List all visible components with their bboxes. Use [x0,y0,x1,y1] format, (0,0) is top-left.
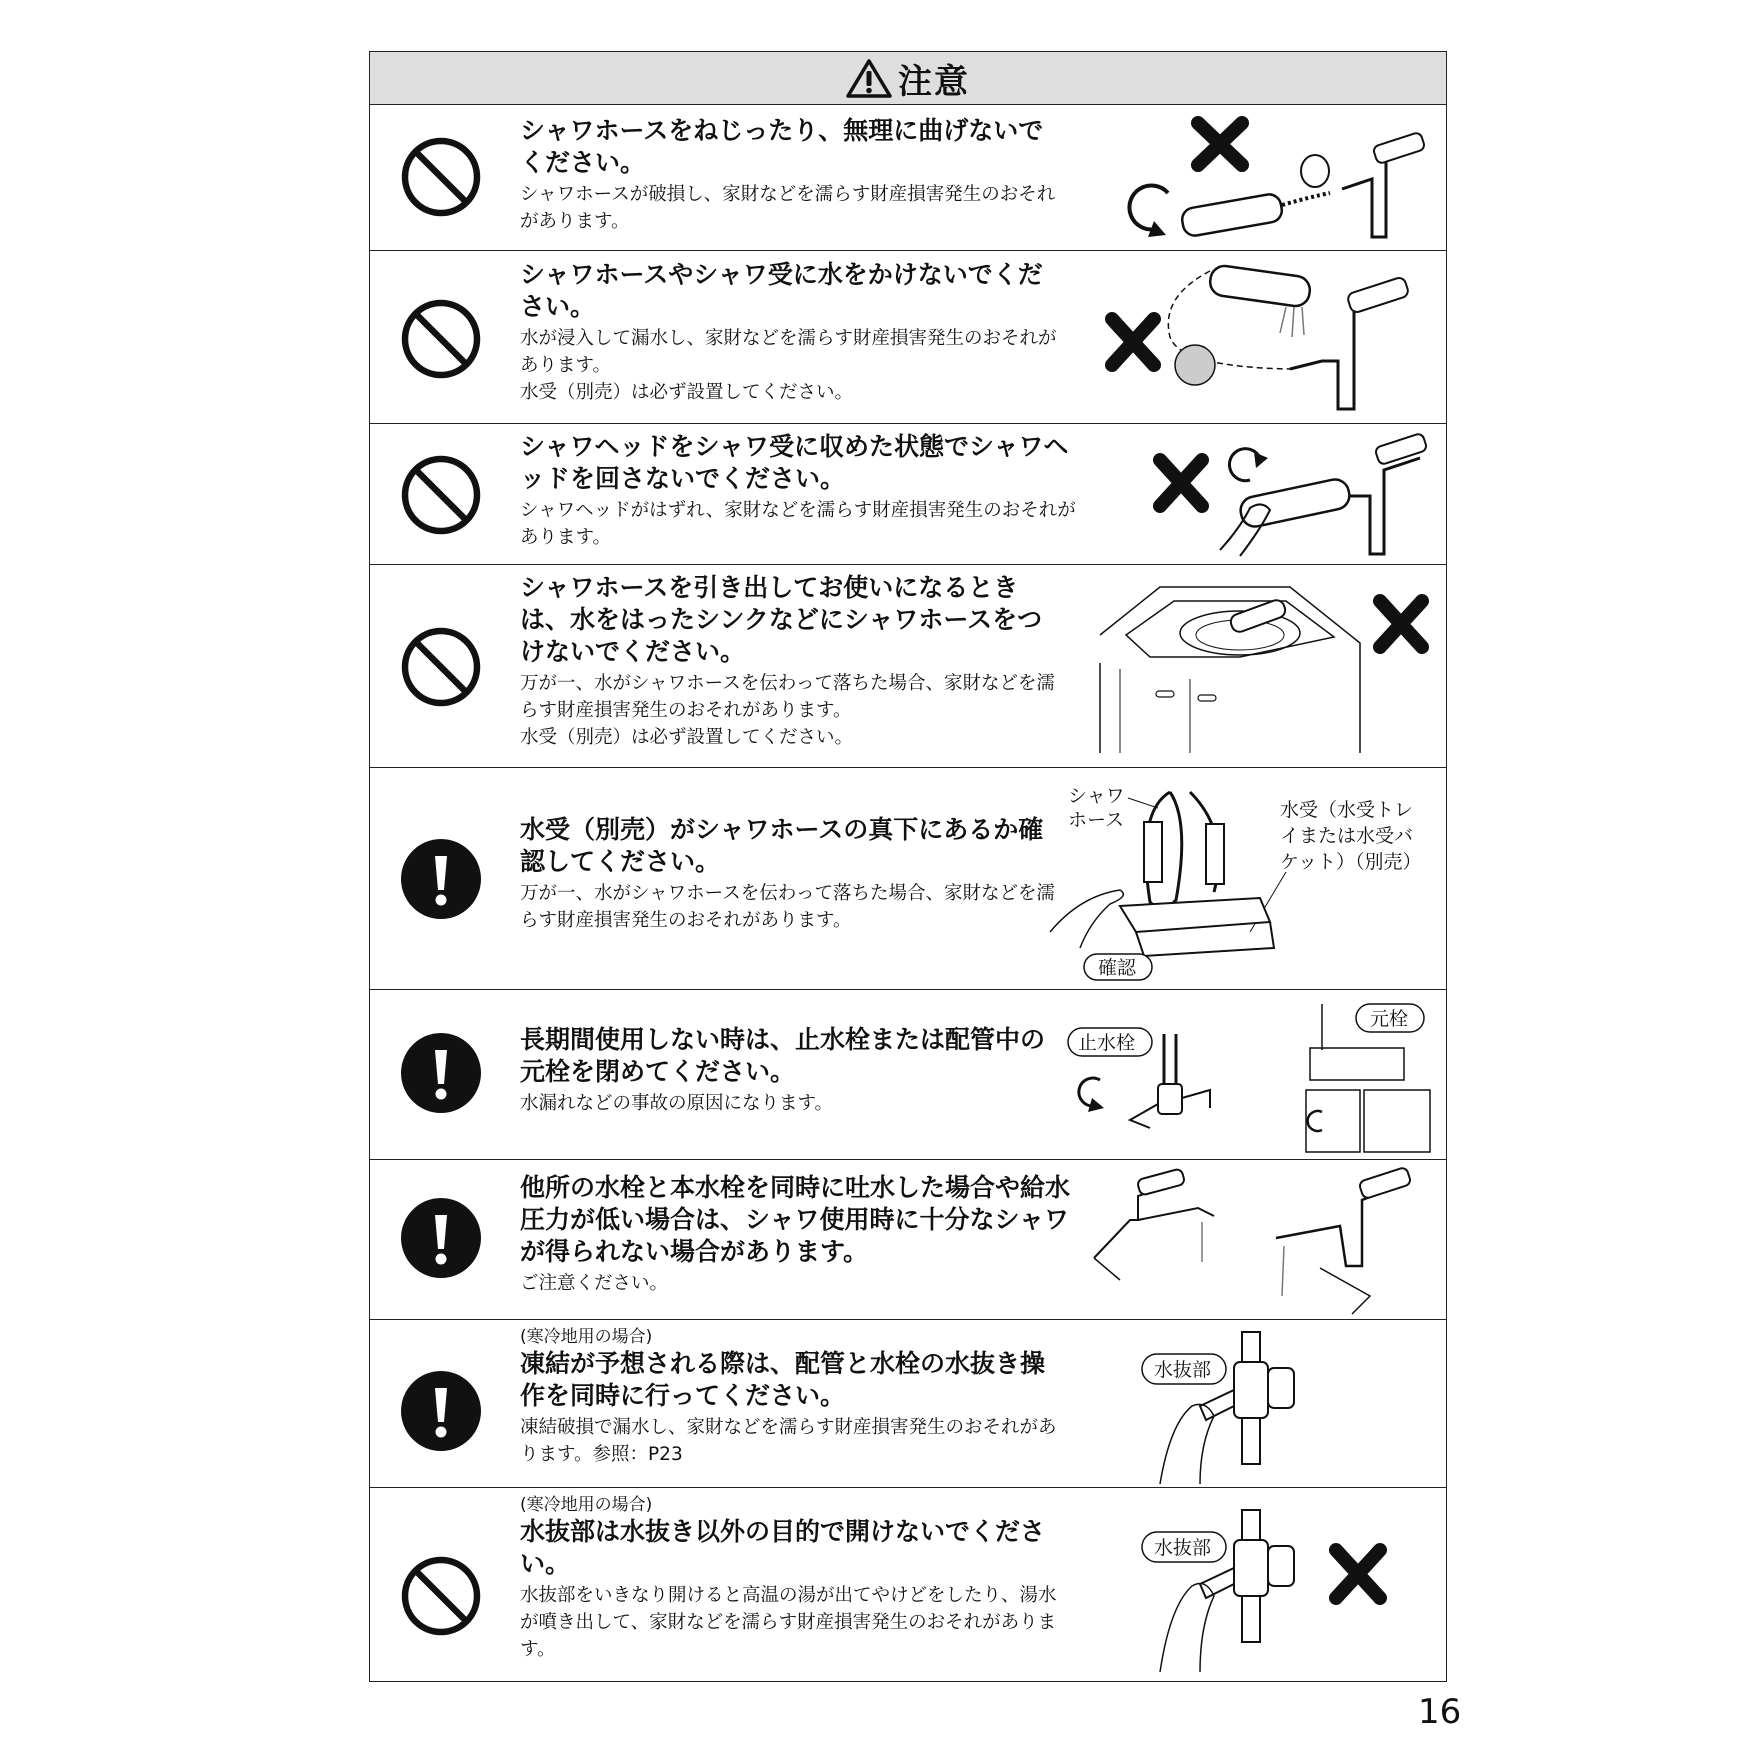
item-heading: シャワホースやシャワ受に水をかけないでください。 [520,260,1043,321]
shower-hose-label: シャワ [1068,785,1125,807]
drain-label: 水抜部 [1154,1537,1212,1559]
caution-item [370,565,1446,768]
item-body: 万が一、水がシャワホースを伝わって落ちた場合、家財などを濡らす財産損害発生のおそれがあります。 [520,883,1056,931]
item-heading: 水抜部は水抜き以外の目的で開けないでください。 [520,1517,1046,1578]
caution-title: 注意 [898,61,970,102]
prohibition-icon [400,136,482,218]
item-body: 水漏れなどの事故の原因になります。 [520,1093,834,1114]
item-heading: 長期間使用しない時は、止水栓または配管中の元栓を閉めてください。 [520,1025,1046,1086]
item-body: シャワホースが破損し、家財などを濡らす財産損害発生のおそれがあります。 [520,184,1056,232]
item-body: 水が浸入して漏水し、家財などを濡らす財産損害発生のおそれがあります。 [520,328,1057,376]
svg-text:イまたは水受バ: イまたは水受バ [1280,825,1414,847]
check-label: 確認 [1098,957,1137,979]
water-tray-label: 水受（水受トレ [1280,799,1414,821]
item-note: (寒冷地用の場合) [520,1327,653,1347]
stop-valve-label: 止水栓 [1078,1032,1136,1054]
main-valve-label: 元栓 [1370,1008,1409,1030]
water-tray-illustration [1040,772,1440,986]
svg-text:ケット）（別売）: ケット）（別売） [1280,851,1422,873]
item-note: (寒冷地用の場合) [520,1495,653,1515]
mandatory-icon [400,838,482,920]
item-body: 水抜部をいきなり開けると高温の湯が出てやけどをしたり、湯水が噴き出して、家財などを濡らす財産損害発生のおそれがあります。 [520,1585,1057,1660]
twisted-hose-illustration [1110,111,1430,245]
caution-item [370,768,1446,990]
item-body: 水受（別売）は必ず設置してください。 [520,727,854,748]
caution-table [369,51,1447,1682]
sink-hose-illustration [1090,573,1440,763]
spraying-hose-illustration [1090,257,1430,417]
item-heading: シャワヘッドをシャワ受に収めた状態でシャワヘッドを回さないでください。 [520,432,1069,493]
item-heading: シャワホースをねじったり、無理に曲げないでください。 [520,116,1044,177]
valve-illustration [1060,994,1440,1156]
caution-item [370,1160,1446,1320]
caution-item [370,1488,1446,1683]
item-heading: 水受（別売）がシャワホースの真下にあるか確認してください。 [520,815,1044,876]
item-body: ご注意ください。 [520,1273,669,1294]
drain-label: 水抜部 [1154,1359,1212,1381]
caution-item [370,1320,1446,1488]
caution-item [370,990,1446,1160]
item-body: シャワヘッドがはずれ、家財などを濡らす財産損害発生のおそれがあります。 [520,500,1076,548]
mandatory-icon [400,1370,482,1452]
prohibition-icon [400,298,482,380]
caution-item [370,251,1446,424]
drain-plug-illustration [1130,1324,1430,1484]
item-body: 水受（別売）は必ず設置してください。 [520,382,854,403]
item-heading: 凍結が予想される際は、配管と水栓の水抜き操作を同時に行ってください。 [520,1349,1046,1410]
mandatory-icon [400,1197,482,1279]
rotating-head-illustration [1150,430,1430,560]
caution-header [370,52,1446,105]
mandatory-icon [400,1032,482,1114]
caution-item [370,424,1446,565]
item-heading: 他所の水栓と本水栓を同時に吐水した場合や給水圧力が低い場合は、シャワ使用時に十分なシャワが得られない場合があります。 [520,1173,1071,1266]
item-body: 万が一、水がシャワホースを伝わって落ちた場合、家財などを濡らす財産損害発生のおそれがあります。 [520,673,1056,721]
caution-item [370,105,1446,251]
drain-plug-prohibited-illustration [1130,1502,1430,1677]
item-heading: シャワホースを引き出してお使いになるときは、水をはったシンクなどにシャワホースをつけないでください。 [520,573,1043,666]
prohibition-icon [400,454,482,536]
warning-triangle-icon [846,58,892,98]
item-body: 凍結破損で漏水し、家財などを濡らす財産損害発生のおそれがあります。参照：P23 [520,1417,1057,1465]
page-number: 16 [1418,1692,1462,1732]
svg-text:ホース: ホース [1068,809,1125,831]
two-faucets-illustration [1090,1166,1440,1316]
prohibition-icon [400,626,482,708]
prohibition-icon [400,1555,482,1637]
